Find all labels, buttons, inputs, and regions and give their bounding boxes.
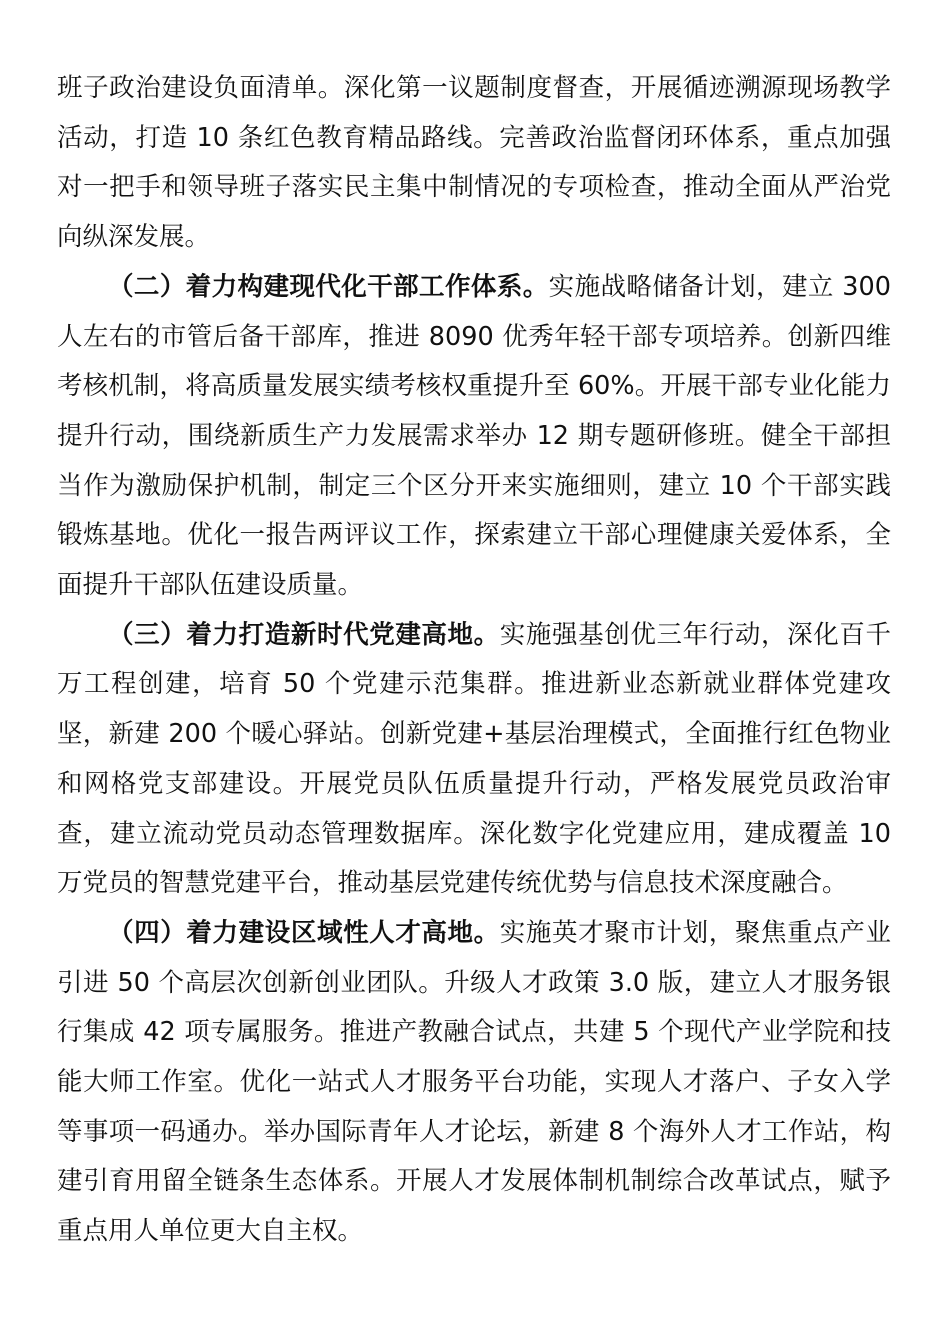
section-heading: （四）着力建设区域性人才高地。 <box>108 917 500 948</box>
document-page <box>57 64 891 1257</box>
section-heading: （二）着力构建现代化干部工作体系。 <box>108 271 549 302</box>
paragraph-body: 实施战略储备计划，建立 300 人左右的市管后备干部库，推进 8090 优秀年轻干部专项培养。创新四维考核机制，将高质量发展实绩考核权重提升至 60%。开展干部专业化能力提升行动，围绕新质生产力发展需求举办 12 期专题研修班。健全干部担当作为激励保护机制，制定三个区分开来实施细则，建立 10 个干部实践锻炼基地。优化一报告两评议工作，探索建立干部心理健康关爱体系，全面提升干部队伍建设质量。 <box>57 271 891 601</box>
paragraph-section-4 <box>57 909 891 1257</box>
paragraph-body: 班子政治建设负面清单。深化第一议题制度督查，开展循迹溯源现场教学活动，打造 10 条红色教育精品路线。完善政治监督闭环体系，重点加强对一把手和领导班子落实民主集中制情况的专项检查，推动全面从严治党向纵深发展。 <box>57 73 891 253</box>
paragraph-section-3 <box>57 611 891 909</box>
paragraph-body: 实施英才聚市计划，聚焦重点产业引进 50 个高层次创新创业团队。升级人才政策 3.0 版，建立人才服务银行集成 42 项专属服务。推进产教融合试点，共建 5 个现代产业学院和技能大师工作室。优化一站式人才服务平台功能，实现人才落户、子女入学等事项一码通办。举办国际青年人才论坛，新建 8 个海外人才工作站，构建引育用留全链条生态体系。开展人才发展体制机制综合改革试点，赋予重点用人单位更大自主权。 <box>57 917 891 1247</box>
paragraph-body: 实施强基创优三年行动，深化百千万工程创建，培育 50 个党建示范集群。推进新业态新就业群体党建攻坚，新建 200 个暖心驿站。创新党建+基层治理模式，全面推行红色物业和网格党支部建设。开展党员队伍质量提升行动，严格发展党员政治审查，建立流动党员动态管理数据库。深化数字化党建应用，建成覆盖 10 万党员的智慧党建平台，推动基层党建传统优势与信息技术深度融合。 <box>57 619 891 899</box>
paragraph-continuation <box>57 64 891 263</box>
section-heading: （三）着力打造新时代党建高地。 <box>108 619 500 650</box>
paragraph-section-2 <box>57 263 891 611</box>
